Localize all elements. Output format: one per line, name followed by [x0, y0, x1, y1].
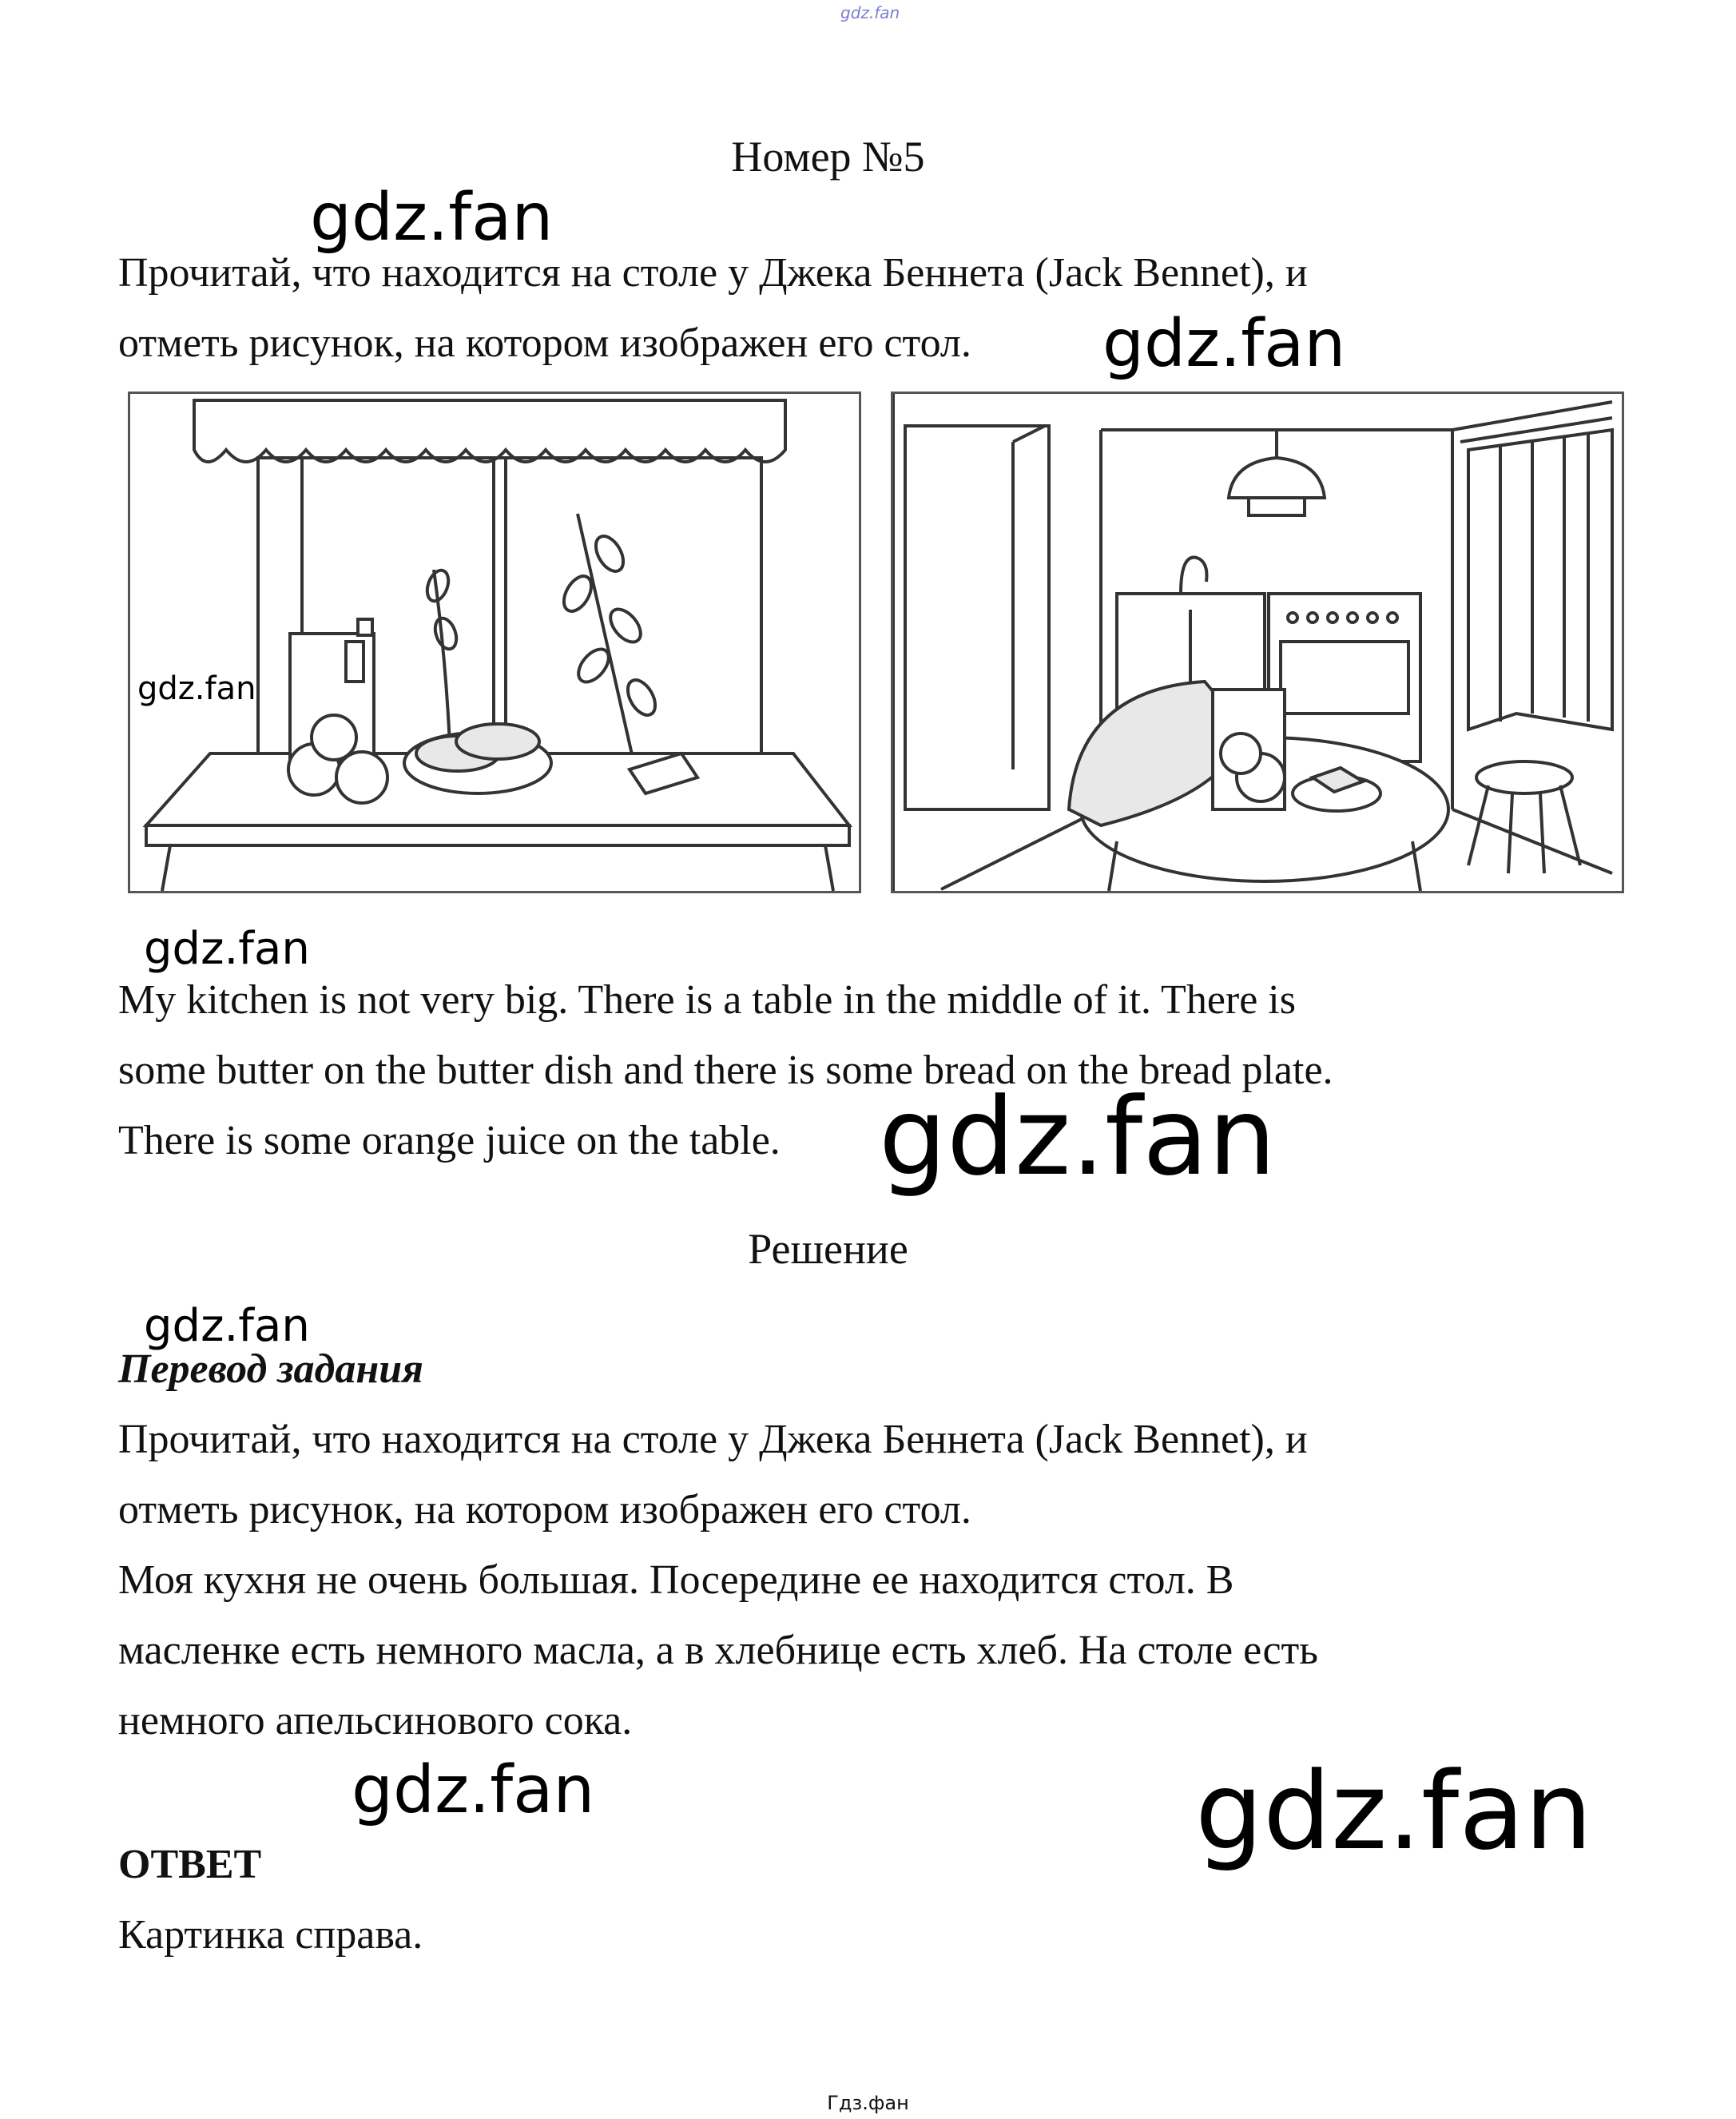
- watermark-8: gdz.fan: [1195, 1749, 1593, 1874]
- translation-heading: Перевод задания: [118, 1346, 423, 1392]
- picture-right-illustration: [893, 394, 1622, 891]
- page-title: Номер №5: [731, 133, 925, 181]
- translation-line-2: отметь рисунок, на котором изображен его стол.: [118, 1487, 971, 1533]
- watermark-2: gdz.fan: [1102, 306, 1346, 382]
- page-footer: Гдз.фан: [827, 2092, 909, 2114]
- answer-heading: ОТВЕТ: [118, 1842, 262, 1887]
- top-watermark: gdz.fan: [840, 3, 900, 22]
- picture-left-window-table: [128, 392, 861, 893]
- translation-line-5: немного апельсинового сока.: [118, 1698, 633, 1743]
- reading-line-3: There is some orange juice on the table.: [118, 1118, 781, 1163]
- reading-line-2: some butter on the butter dish and there is some bread on the bread plate.: [118, 1048, 1333, 1093]
- picture-left-illustration: [130, 394, 859, 891]
- translation-line-1: Прочитай, что находится на столе у Джека Беннета (Jack Bennet), и: [118, 1417, 1308, 1462]
- watermark-4: gdz.fan: [144, 923, 310, 975]
- solution-heading: Решение: [748, 1225, 908, 1273]
- watermark-5: gdz.fan: [879, 1075, 1277, 1199]
- task-instruction-line-1: Прочитай, что находится на столе у Джека Беннета (Jack Bennet), и: [118, 250, 1308, 296]
- reading-line-1: My kitchen is not very big. There is a table in the middle of it. There is: [118, 977, 1296, 1023]
- task-instruction-line-2: отметь рисунок, на котором изображен его стол.: [118, 320, 971, 366]
- watermark-1: gdz.fan: [310, 180, 554, 256]
- answer-text: Картинка справа.: [118, 1912, 423, 1958]
- watermark-7: gdz.fan: [352, 1752, 595, 1828]
- picture-right-kitchen: [891, 392, 1624, 893]
- watermark-6: gdz.fan: [144, 1300, 310, 1352]
- translation-line-4: масленке есть немного масла, а в хлебнице есть хлеб. На столе есть: [118, 1628, 1318, 1673]
- translation-line-3: Моя кухня не очень большая. Посередине ее находится стол. В: [118, 1557, 1234, 1603]
- watermark-3: gdz.fan: [137, 670, 256, 707]
